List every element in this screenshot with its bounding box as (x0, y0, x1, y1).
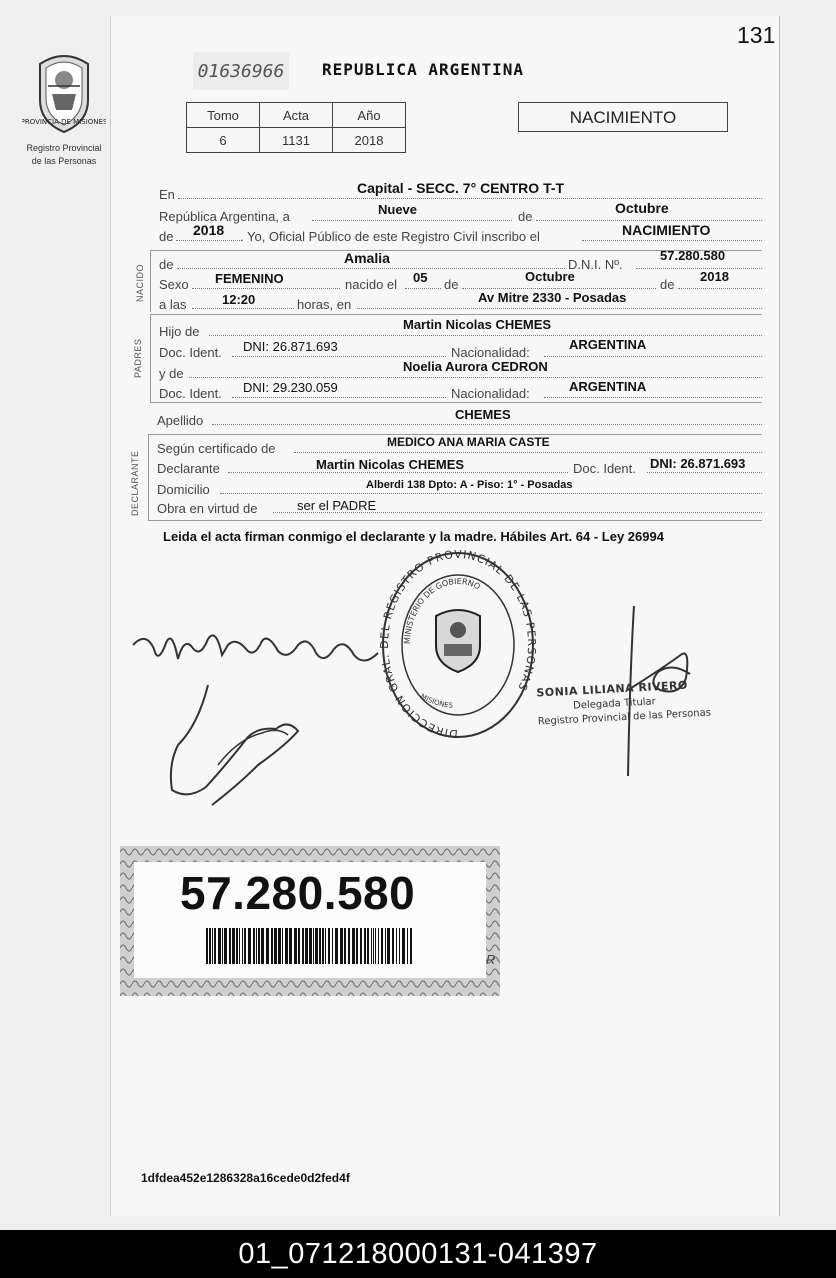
country-title: REPUBLICA ARGENTINA (322, 60, 525, 79)
declarante-label: Declarante (157, 461, 220, 476)
domicilio-value: Alberdi 138 Dpto: A - Piso: 1° - Posadas (366, 479, 573, 491)
handwritten-signatures (128, 615, 398, 815)
hijo-label: Hijo de (159, 324, 200, 339)
stamp-outer-text: DIRECCION GRAL. DEL REGISTRO PROVINCIAL DE LAS PERSONAS (378, 548, 538, 741)
domicilio-label: Domicilio (157, 482, 210, 497)
dotted-line (294, 452, 762, 453)
doc-ident-label: Doc. Ident. (159, 345, 222, 360)
sexo-label: Sexo (159, 277, 189, 292)
footer-code: 01_071218000131-041397 (0, 1230, 836, 1278)
birth-year: 2018 (700, 269, 729, 284)
doc-ident-label: Doc. Ident. (159, 386, 222, 401)
dni-label: D.N.I. Nº. (568, 257, 623, 272)
year-value: 2018 (193, 222, 225, 238)
nacido-el-label: nacido el (345, 277, 398, 292)
nacionalidad-label: Nacionalidad: (451, 386, 530, 401)
page-number: 131 (737, 22, 776, 48)
tomo-value: 6 (187, 128, 260, 153)
certificado-label: Según certificado de (157, 441, 276, 456)
en-label: En (159, 187, 175, 202)
dotted-line (177, 268, 565, 269)
father-nationality: ARGENTINA (569, 337, 647, 352)
decl-doc-label: Doc. Ident. (573, 461, 636, 476)
dni-card-number: 57.280.580 (180, 867, 416, 919)
anio-header: Año (333, 103, 406, 128)
dotted-line (536, 220, 762, 221)
dotted-line (357, 308, 762, 309)
day-value: Nueve (378, 202, 418, 217)
birth-month: Octubre (525, 269, 575, 284)
registry-logo (22, 50, 106, 167)
de-label: de (518, 209, 533, 224)
place-value: Capital - SECC. 7° CENTRO T-T (357, 180, 565, 196)
acta-value: 1131 (260, 128, 333, 153)
signer-title: Delegada Titular (572, 696, 657, 712)
closing-statement: Leida el acta firman conmigo el declarante y la madre. Hábiles Art. 64 - Ley 26994 (163, 529, 664, 544)
stamp-bottom-text: MISIONES (419, 692, 454, 710)
certificado-value: MEDICO ANA MARIA CASTE (387, 435, 550, 449)
dotted-line (544, 397, 762, 398)
dni-number-label (120, 846, 500, 996)
dotted-line (189, 377, 762, 378)
child-name: Amalia (344, 250, 390, 266)
document-hash: 1dfdea452e1286328a16cede0d2fed4f (141, 1171, 350, 1185)
apellido-label: Apellido (157, 413, 204, 428)
barcode (206, 928, 412, 964)
section-divider (150, 402, 762, 403)
signer-office: Registro Provincial de las Personas (537, 707, 712, 728)
dotted-line (178, 198, 762, 199)
de2-label: de (159, 229, 174, 244)
signer-name: SONIA LILIANA RIVERO (536, 678, 689, 700)
registry-table (186, 102, 406, 153)
dotted-line (192, 308, 294, 309)
birth-day: 05 (413, 270, 428, 285)
mother-name: Noelia Aurora CEDRON (403, 359, 548, 374)
act-value: NACIMIENTO (622, 222, 711, 238)
acta-header: Acta (260, 103, 333, 128)
tomo-header: Tomo (187, 103, 260, 128)
republic-label: República Argentina, a (159, 209, 290, 224)
dotted-line (582, 240, 762, 241)
declarante-doc: DNI: 26.871.693 (650, 456, 746, 471)
dotted-line (636, 268, 762, 269)
dotted-line (176, 240, 242, 241)
mother-doc: DNI: 29.230.059 (243, 380, 338, 395)
dotted-line (212, 424, 762, 425)
logo-caption-2: de las Personas (31, 156, 97, 166)
section-border (150, 250, 151, 312)
dotted-line (462, 288, 656, 289)
nacido-side-label: NACIDO (135, 263, 145, 302)
month-value: Octubre (615, 200, 669, 216)
mother-nationality: ARGENTINA (569, 379, 647, 394)
apellido-value: CHEMES (455, 407, 511, 422)
de-label: de (444, 277, 459, 292)
declarante-name: Martin Nicolas CHEMES (316, 457, 465, 472)
dotted-line (220, 493, 762, 494)
dotted-line (192, 288, 340, 289)
dotted-line (228, 472, 568, 473)
dotted-line (678, 288, 762, 289)
act-type-box: NACIMIENTO (518, 102, 728, 132)
de-label: de (660, 277, 675, 292)
dotted-line (647, 472, 762, 473)
birth-address: Av Mitre 2330 - Posadas (478, 290, 627, 305)
padres-side-label: PADRES (133, 338, 143, 378)
dotted-line (209, 335, 762, 336)
dotted-line (544, 356, 762, 357)
dotted-line (232, 397, 446, 398)
sexo-value: FEMENINO (215, 271, 284, 286)
registered-mark: R (486, 952, 496, 967)
declarante-side-label: DECLARANTE (130, 450, 140, 516)
horas-label: horas, en (297, 297, 352, 312)
alas-label: a las (159, 297, 187, 312)
obra-label: Obra en virtud de (157, 501, 258, 516)
yde-label: y de (159, 366, 184, 381)
shield-motto-text: PROVINCIA DE MISIONES (22, 118, 106, 126)
dotted-line (232, 356, 446, 357)
official-stamp (378, 548, 538, 742)
section-border (150, 314, 151, 402)
section-divider (148, 520, 762, 521)
birth-time: 12:20 (222, 292, 256, 307)
section-divider (150, 314, 762, 315)
nacionalidad-label: Nacionalidad: (451, 345, 530, 360)
serial-number: 01636966 (193, 52, 289, 90)
father-name: Martin Nicolas CHEMES (403, 317, 552, 332)
stamp-shield-icon (436, 610, 480, 672)
inscribo-label: . Yo, Oficial Público de este Registro Civil inscribo el (240, 229, 540, 244)
section-border (148, 434, 149, 520)
child-dni: 57.280.580 (660, 248, 726, 263)
svg-text:MISIONES (419, 693, 454, 710)
anio-value: 2018 (333, 128, 406, 153)
dotted-line (405, 288, 441, 289)
stamp-inner-text: MINISTERIO DE GOBIERNO (402, 576, 482, 645)
nacido-de-label: de (159, 257, 174, 272)
father-doc: DNI: 26.871.693 (243, 339, 338, 354)
logo-caption-1: Registro Provincial (26, 143, 102, 153)
dotted-line (312, 220, 512, 221)
provincial-shield-icon (22, 50, 106, 136)
obra-value: ser el PADRE (297, 498, 377, 513)
